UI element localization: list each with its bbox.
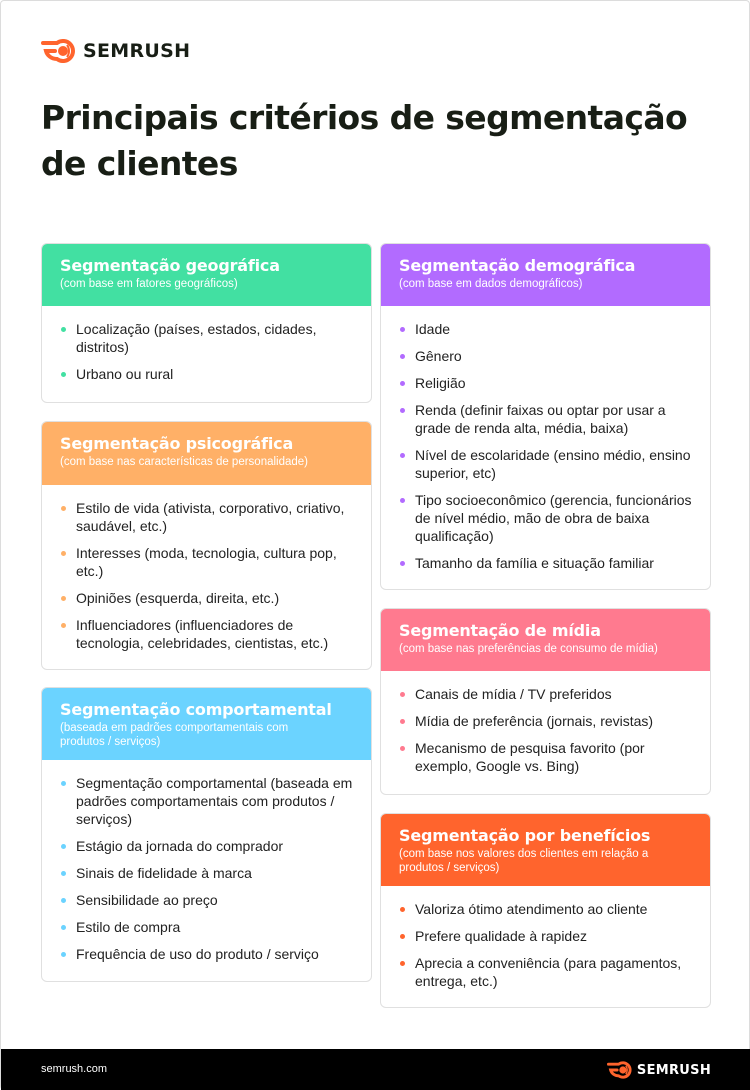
bullet-dot-icon bbox=[61, 925, 66, 930]
list-item bbox=[58, 774, 355, 828]
card-title: Segmentação demográfica bbox=[399, 256, 636, 275]
card-subtitle: (com base em dados demográficos) bbox=[399, 278, 583, 290]
bullet-dot-icon bbox=[61, 844, 66, 849]
card-header bbox=[381, 814, 710, 886]
list-item-text: Tamanho da família e situação familiar bbox=[415, 555, 654, 571]
list-item bbox=[397, 954, 694, 990]
footer-url[interactable]: semrush.com bbox=[41, 1063, 108, 1075]
bullet-dot-icon bbox=[61, 871, 66, 876]
semrush-flame-icon bbox=[41, 39, 77, 63]
list-item-text: Renda (definir faixas ou optar por usar a grade de renda alta, média, baixa) bbox=[415, 402, 666, 436]
bullet-dot-icon bbox=[400, 381, 405, 386]
card-title: Segmentação de mídia bbox=[399, 621, 601, 640]
list-item-text: Frequência de uso do produto / serviço bbox=[76, 946, 319, 962]
list-item bbox=[58, 616, 355, 652]
card-list bbox=[58, 320, 355, 383]
list-item bbox=[58, 837, 355, 855]
list-item-text: Urbano ou rural bbox=[76, 366, 174, 382]
list-item-text: Aprecia a conveniência (para pagamentos, entrega, etc.) bbox=[415, 955, 682, 989]
list-item-text: Estilo de compra bbox=[76, 919, 181, 935]
card-subtitle: (com base nos valores dos clientes em relação a produtos / serviços) bbox=[399, 848, 649, 874]
footer-semrush-wordmark: SEMRUSH bbox=[636, 1062, 711, 1078]
card-body bbox=[381, 306, 710, 572]
bullet-dot-icon bbox=[61, 952, 66, 957]
card-title: Segmentação geográfica bbox=[60, 256, 280, 275]
card-title: Segmentação comportamental bbox=[60, 700, 332, 719]
list-item-text: Mecanismo de pesquisa favorito (por exemplo, Google vs. Bing) bbox=[415, 740, 645, 774]
footer-bar bbox=[1, 1049, 750, 1090]
bullet-dot-icon bbox=[400, 561, 405, 566]
list-item-text: Influenciadores (influenciadores de tecnologia, celebridades, cientistas, etc.) bbox=[76, 617, 329, 651]
bullet-dot-icon bbox=[61, 623, 66, 628]
bullet-dot-icon bbox=[400, 498, 405, 503]
list-item bbox=[58, 945, 355, 963]
card-header bbox=[381, 609, 710, 671]
card-title: Segmentação psicográfica bbox=[60, 434, 294, 453]
card-body bbox=[42, 760, 371, 963]
card-header bbox=[42, 244, 371, 306]
card-subtitle: (com base em fatores geográficos) bbox=[60, 278, 238, 290]
bullet-dot-icon bbox=[61, 551, 66, 556]
card-title: Segmentação por benefícios bbox=[399, 826, 651, 845]
list-item bbox=[397, 374, 694, 392]
list-item bbox=[58, 589, 355, 607]
list-item bbox=[397, 739, 694, 775]
bullet-dot-icon bbox=[400, 961, 405, 966]
list-item bbox=[58, 320, 355, 356]
bullet-dot-icon bbox=[400, 354, 405, 359]
card-segmentacao-geografica bbox=[41, 243, 372, 403]
card-segmentacao-psicografica bbox=[41, 421, 372, 670]
card-list bbox=[58, 499, 355, 652]
list-item bbox=[397, 554, 694, 572]
list-item-text: Nível de escolaridade (ensino médio, ensino superior, etc) bbox=[415, 447, 691, 481]
card-header bbox=[42, 688, 371, 760]
list-item-text: Valoriza ótimo atendimento ao cliente bbox=[415, 901, 648, 917]
list-item bbox=[397, 401, 694, 437]
list-item bbox=[58, 864, 355, 882]
bullet-dot-icon bbox=[400, 907, 405, 912]
bullet-dot-icon bbox=[400, 746, 405, 751]
list-item-text: Sensibilidade ao preço bbox=[76, 892, 218, 908]
list-item-text: Localização (países, estados, cidades, distritos) bbox=[76, 321, 317, 355]
bullet-dot-icon bbox=[61, 596, 66, 601]
list-item bbox=[397, 927, 694, 945]
card-list bbox=[397, 320, 694, 572]
bullet-dot-icon bbox=[400, 692, 405, 697]
list-item bbox=[397, 446, 694, 482]
footer-semrush-logo bbox=[607, 1061, 711, 1079]
list-item-text: Opiniões (esquerda, direita, etc.) bbox=[76, 590, 280, 606]
bullet-dot-icon bbox=[400, 408, 405, 413]
list-item-text: Idade bbox=[415, 321, 451, 337]
list-item bbox=[397, 320, 694, 338]
list-item-text: Religião bbox=[415, 375, 466, 391]
list-item-text: Tipo socioeconômico (gerencia, funcionários de nível médio, mão de obra de baixa qualificação) bbox=[415, 492, 692, 544]
card-body bbox=[381, 886, 710, 990]
page-title: Principais critérios de segmentação de clientes bbox=[41, 98, 688, 183]
bullet-dot-icon bbox=[61, 327, 66, 332]
card-segmentacao-de-midia bbox=[380, 608, 711, 795]
list-item-text: Mídia de preferência (jornais, revistas) bbox=[415, 713, 654, 729]
card-segmentacao-demografica bbox=[380, 243, 711, 590]
list-item bbox=[397, 491, 694, 545]
card-body bbox=[42, 306, 371, 383]
card-subtitle: (com base nas características de personalidade) bbox=[60, 456, 309, 468]
list-item-text: Estilo de vida (ativista, corporativo, criativo, saudável, etc.) bbox=[76, 500, 345, 534]
card-header bbox=[42, 422, 371, 485]
bullet-dot-icon bbox=[61, 898, 66, 903]
card-header bbox=[381, 244, 710, 306]
list-item bbox=[397, 712, 694, 730]
list-item bbox=[58, 891, 355, 909]
bullet-dot-icon bbox=[400, 453, 405, 458]
list-item-text: Prefere qualidade à rapidez bbox=[415, 928, 588, 944]
card-segmentacao-comportamental bbox=[41, 687, 372, 982]
list-item-text: Canais de mídia / TV preferidos bbox=[415, 686, 612, 702]
bullet-dot-icon bbox=[400, 719, 405, 724]
card-list bbox=[397, 900, 694, 990]
bullet-dot-icon bbox=[61, 781, 66, 786]
list-item bbox=[58, 544, 355, 580]
semrush-logo bbox=[41, 39, 190, 63]
card-subtitle: (com base nas preferências de consumo de mídia) bbox=[399, 643, 658, 655]
bullet-dot-icon bbox=[400, 934, 405, 939]
card-subtitle: (baseada em padrões comportamentais com produtos / serviços) bbox=[60, 722, 289, 748]
list-item bbox=[58, 918, 355, 936]
card-body bbox=[381, 671, 710, 775]
list-item-text: Estágio da jornada do comprador bbox=[76, 838, 284, 854]
card-segmentacao-por-beneficios bbox=[380, 813, 711, 1008]
bullet-dot-icon bbox=[400, 327, 405, 332]
list-item bbox=[58, 365, 355, 383]
card-list bbox=[58, 774, 355, 963]
list-item bbox=[397, 900, 694, 918]
list-item bbox=[58, 499, 355, 535]
bullet-dot-icon bbox=[61, 372, 66, 377]
card-body bbox=[42, 485, 371, 652]
list-item-text: Gênero bbox=[415, 348, 462, 364]
card-list bbox=[397, 685, 694, 775]
semrush-flame-icon bbox=[607, 1061, 633, 1079]
list-item bbox=[397, 347, 694, 365]
list-item-text: Interesses (moda, tecnologia, cultura pop, etc.) bbox=[76, 545, 337, 579]
semrush-wordmark: SEMRUSH bbox=[83, 40, 191, 62]
list-item bbox=[397, 685, 694, 703]
bullet-dot-icon bbox=[61, 506, 66, 511]
list-item-text: Segmentação comportamental (baseada em padrões comportamentais com produtos / serviços) bbox=[76, 775, 353, 827]
list-item-text: Sinais de fidelidade à marca bbox=[76, 865, 252, 881]
